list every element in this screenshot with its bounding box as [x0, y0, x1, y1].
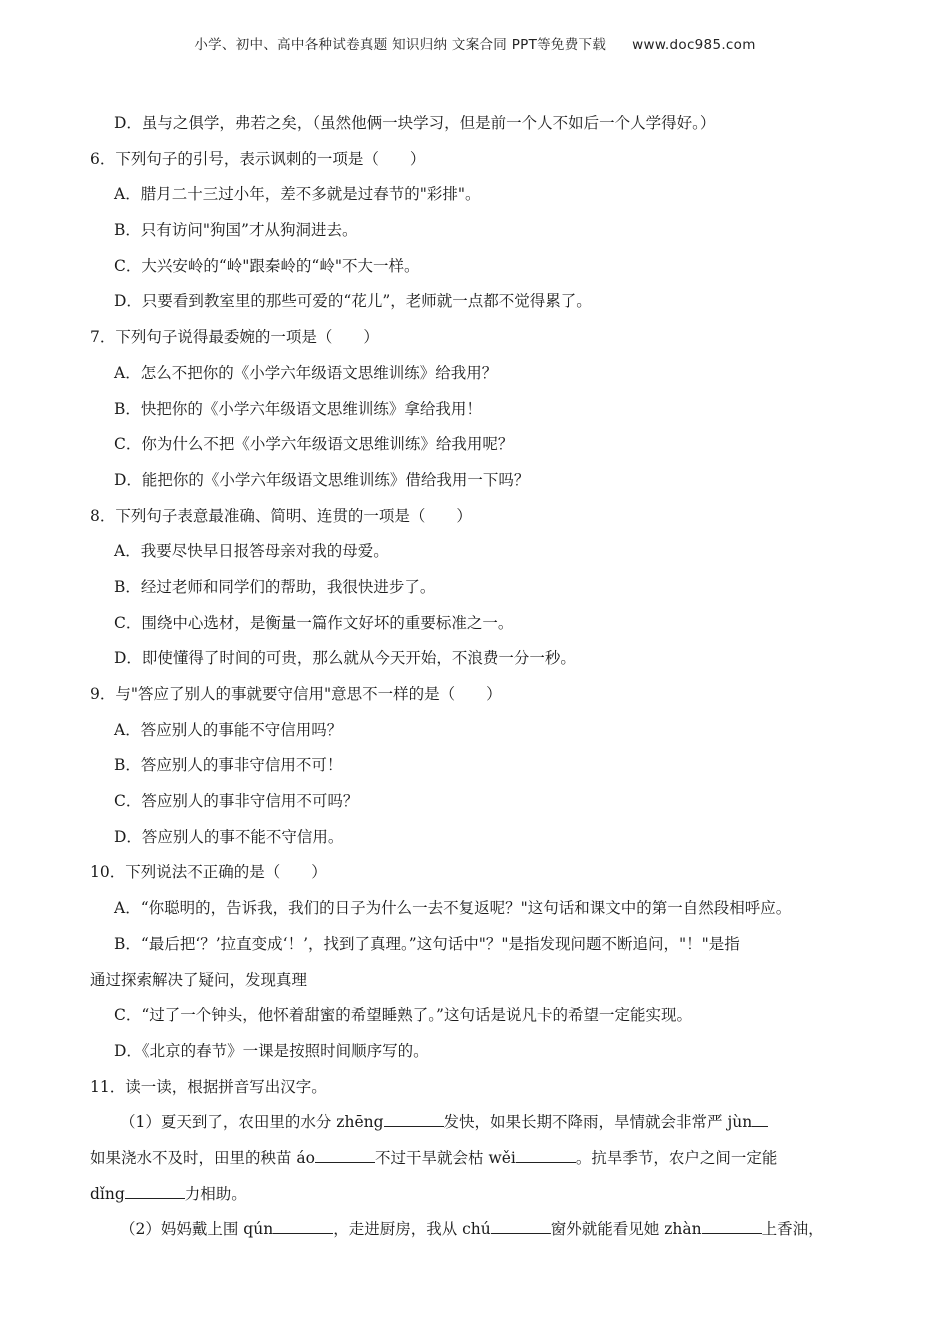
page-header: [0, 33, 950, 53]
q9-option-a: A．答应别人的事能不守信用吗？: [114, 720, 343, 739]
q9-option-c: C．答应别人的事非守信用不可吗？: [114, 792, 359, 811]
q11-part2-line1: [90, 1212, 910, 1248]
q6-option-a: A．腊月二十三过小年，差不多就是过春节的"彩排"。: [114, 185, 481, 204]
q11-text: 上香油，: [761, 1220, 824, 1239]
q7-option-d: D．能把你的《小学六年级语文思维训练》借给我用一下吗？: [114, 470, 530, 489]
q11-text: 。抗旱季节，农户之间一定能: [575, 1148, 778, 1167]
q8-option-a: A．我要尽快早日报答母亲对我的母爱。: [114, 542, 389, 561]
q10-option-b: B．“最后把‘？’拉直变成‘！’，找到了真理。”这句话中"？"是指发现问题不断追问，"！"是指: [114, 934, 740, 953]
q8-stem: 8．下列句子表意最准确、简明、连贯的一项是（ ）: [90, 506, 472, 525]
q11-text: 不过干旱就会枯 wěi: [375, 1148, 516, 1167]
q7-stem: 7．下列句子说得最委婉的一项是（ ）: [90, 328, 379, 347]
answer-blank[interactable]: [315, 1146, 375, 1163]
q11-text: 发快，如果长期不降雨，旱情就会非常严 jùn: [443, 1113, 753, 1132]
q6-option-d: D．只要看到教室里的那些可爱的“花儿”，老师就一点都不觉得累了。: [114, 292, 592, 311]
q9-stem: 9．与"答应了别人的事就要守信用"意思不一样的是（ ）: [90, 685, 502, 703]
q9-option-b: B．答应别人的事非守信用不可！: [114, 756, 343, 775]
q8-option-c: C．围绕中心选材，是衡量一篇作文好坏的重要标准之一。: [114, 613, 514, 632]
answer-blank[interactable]: [491, 1217, 551, 1234]
answer-blank[interactable]: [516, 1146, 576, 1163]
q11-text: （1）夏天到了，农田里的水分 zhēng: [120, 1113, 384, 1132]
answer-blank[interactable]: [384, 1110, 444, 1127]
q10-stem: 10．下列说法不正确的是（ ）: [90, 863, 327, 882]
header-text: 小学、初中、高中各种试卷真题 知识归纳 文案合同 PPT等免费下载: [194, 37, 607, 53]
header-site: www.doc985.com: [632, 37, 756, 53]
q10-option-c: C．“过了一个钟头，他怀着甜蜜的希望睡熟了。”这句话是说凡卡的希望一定能实现。: [114, 1006, 692, 1025]
answer-blank[interactable]: [273, 1217, 333, 1234]
q8-option-b: B．经过老师和同学们的帮助，我很快进步了。: [114, 577, 436, 596]
q7-option-b: B．快把你的《小学六年级语文思维训练》拿给我用！: [114, 399, 482, 418]
q6-stem: 6．下列句子的引号，表示讽刺的一项是（ ）: [90, 149, 426, 168]
q9-option-d: D．答应别人的事不能不守信用。: [114, 827, 344, 846]
q10-option-a: A．“你聪明的，告诉我，我们的日子为什么一去不复返呢？"这句话和课文中的第一自然段相呼应。: [114, 899, 792, 918]
q11-text: （2）妈妈戴上围 qún: [120, 1220, 274, 1239]
q11-part1-line1: [90, 1105, 910, 1141]
q11-part1-line3: [90, 1177, 910, 1213]
answer-blank[interactable]: [752, 1110, 768, 1127]
q11-text: 窗外就能看见她 zhàn: [550, 1220, 702, 1239]
q8-option-d: D．即使懂得了时间的可贵，那么就从今天开始，不浪费一分一秒。: [114, 649, 576, 668]
q11-text: 力相助。: [184, 1184, 247, 1203]
answer-blank[interactable]: [125, 1182, 185, 1199]
q10-option-d: D．《北京的春节》一课是按照时间顺序写的。: [114, 1041, 429, 1060]
q11-text: dǐng: [90, 1184, 125, 1203]
q11-text: ，走进厨房，我从 chú: [333, 1220, 491, 1239]
q11-stem: 11．读一读，根据拼音写出汉字。: [90, 1077, 327, 1096]
answer-blank[interactable]: [702, 1217, 762, 1234]
q10-option-b-continued: 通过探索解决了疑问，发现真理: [90, 970, 308, 989]
q7-option-a: A．怎么不把你的《小学六年级语文思维训练》给我用？: [114, 363, 498, 382]
q11-text: 如果浇水不及时，田里的秧苗 áo: [90, 1148, 316, 1167]
q6-option-c: C．大兴安岭的“岭"跟秦岭的“岭"不大一样。: [114, 256, 420, 275]
q11-part1-line2: [90, 1141, 910, 1177]
q6-option-b: B．只有访问"狗国”才从狗洞进去。: [114, 221, 358, 240]
q7-option-c: C．你为什么不把《小学六年级语文思维训练》给我用呢？: [114, 435, 514, 454]
q5-option-d: D．虽与之俱学，弗若之矣，（虽然他俩一块学习，但是前一个人不如后一个人学得好。）: [114, 114, 716, 132]
document-body: [90, 106, 910, 1248]
